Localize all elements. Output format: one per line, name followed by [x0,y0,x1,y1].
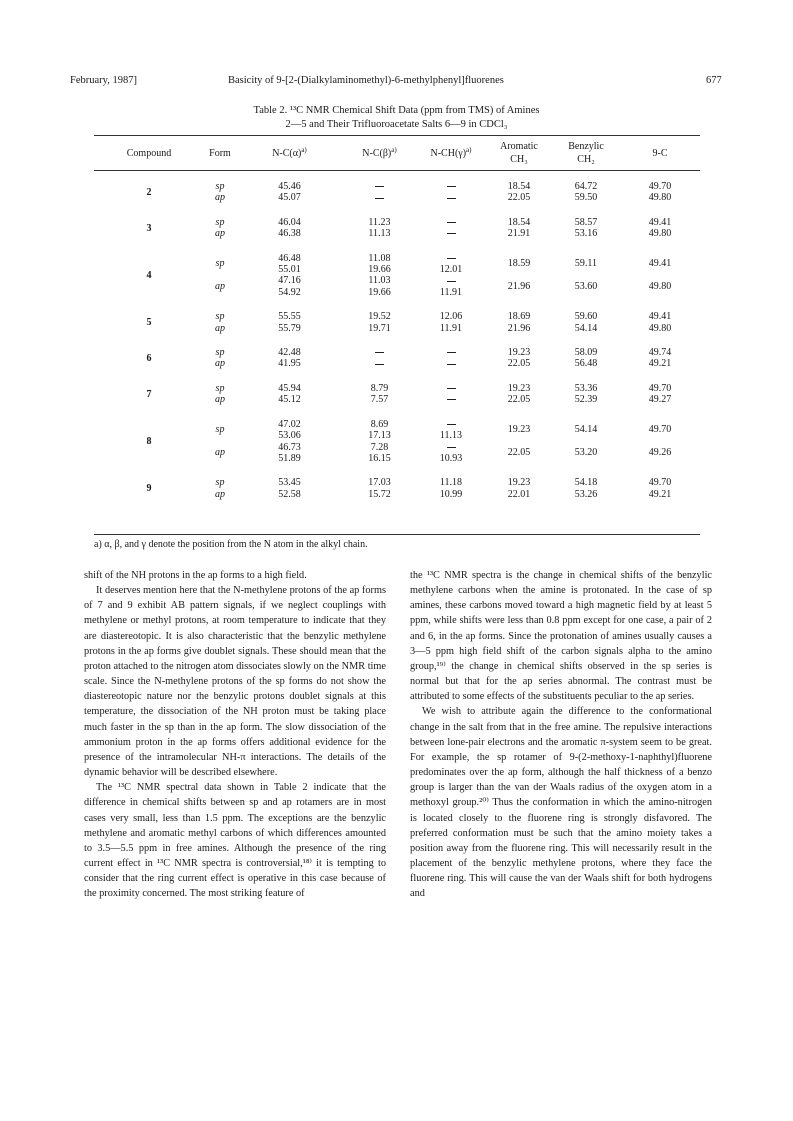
table-row: 55.01 19.66 12.01 [278,264,463,276]
table-row: 4 sp 46.48 11.08 18.59 59.11 49.41 [94,253,700,264]
table-bottom-rule [94,534,700,535]
em-dash [447,281,456,282]
table-caption-line1: Table 2. ¹³C NMR Chemical Shift Data (ppm from TMS) of Amines [253,105,540,116]
compound-number: 9 [146,483,152,495]
em-dash [447,447,456,448]
table-row: ap 45.07 22.05 59.50 49.80 [215,192,672,204]
table-row: 8 sp 47.02 8.69 19.23 54.14 49.70 [94,419,700,430]
table-row: 54.92 19.66 11.91 [278,286,463,298]
compound-number: 3 [146,222,152,234]
table-row: 3 sp 46.04 11.23 18.54 58.57 49.41 [94,217,700,228]
header-form: Form [209,147,231,159]
em-dash [375,186,384,187]
header-n-c-beta: $N-C(\beta)^{a)}$ [362,145,397,159]
table-row: ap 52.58 15.72 10.99 22.01 53.26 49.21 [215,488,672,500]
table-caption-line2: 2—5 and Their Trifluoroacetate Salts 6—9 in CDCl₃ [285,119,508,130]
em-dash [447,186,456,187]
running-header-title: Basicity of 9-[2-(Dialkylaminomethyl)-6-methylphenyl]fluorenes [228,75,504,86]
em-dash [447,258,456,259]
body-column-left [84,568,386,901]
paragraph: The ¹³C NMR spectral data shown in Table 2 indicate that the difference in chemical shifts between sp and ap rotamers are in most cases very small, less than 1.5 ppm. The exceptions are the benzylic methylene and aromatic methyl carbons of which differences amounted to 3.5—5.5 ppm in free amines. Although the presence of the ring current effect in ¹³C NMR spectra is controversial,¹⁸⁾ it is tempting to consider that the ring current effect is operative in this case because of the proximity concerned. The most striking feature of [84,782,386,900]
table-row: ap 55.79 19.71 11.91 21.96 54.14 49.80 [215,322,672,334]
em-dash [447,388,456,389]
em-dash [447,424,456,425]
header-n-c-alpha: $N-C(\alpha)^{a)}$ [272,145,307,159]
em-dash [447,352,456,353]
header-n-ch-gamma: $N-CH(\gamma)^{a)}$ [430,145,472,159]
table-row: 9 sp 53.45 17.03 11.18 19.23 54.18 49.70 [94,477,700,488]
em-dash [447,222,456,223]
table-row: 2 sp 45.46 18.54 64.72 49.70 [94,181,700,192]
compound-number: 6 [146,352,152,364]
em-dash [375,352,384,353]
table-row: ap 46.73 7.28 22.05 53.20 49.26 [215,441,672,459]
nmr-data-table [94,138,700,500]
header-9-c: 9-C [652,147,668,159]
table-row: ap 46.38 11.13 21.91 53.16 49.80 [215,228,672,240]
em-dash [375,364,384,365]
table-footnote: a) α, β, and γ denote the position from the N atom in the alkyl chain. [94,539,368,550]
table-row: 6 sp 42.48 19.23 58.09 49.74 [94,347,700,358]
compound-number: 5 [146,316,152,328]
em-dash [447,198,456,199]
header-benzylic-ch2: Benzylic CH₂ [568,141,604,165]
em-dash [447,399,456,400]
table-row: ap 45.12 7.57 22.05 52.39 49.27 [215,394,672,406]
paragraph: shift of the NH protons in the ap forms to a high field. [84,570,307,581]
paragraph: It deserves mention here that the N-methylene protons of the ap forms of 7 and 9 exhibit AB pattern signals, if we neglect couplings with methylene or methyl protons, at room temperature to indicate that they are diastereotopic. It is also characteristic that the benzylic methylene protons in the ap forms give doublet signals. These should mean that the proton attached to the nitrogen atom dissociates slowly on the NMR time scale. Since the N-methylene protons of the sp forms do not show the diastereotopic nature nor the benzylic protons doublet signals at this temperature, the dissociation of the NH proton must be taking place much faster in the sp than in the ap form. The slow dissociation of the ammonium proton in the ap forms offers additional evidence for the presence of the intramolecular NH-π interactions. The details of the dynamic behavior will be described elsewhere. [84,585,386,779]
paragraph: the ¹³C NMR spectra is the change in chemical shifts of the benzylic methylene carbons when the amine is protonated. In the case of sp amines, these carbons moved toward a high magnetic field by at least 5 ppm, while shifts were less than 0.8 ppm except for one case, a pair of 2 and 6, in the ap forms. Since the protonation of amines usually causes a 3—5 ppm high field shift of the carbon signals alpha to the amino group,¹⁹⁾ the change in chemical shifts observed in the sp series is normal but that for the ap series abnormal. The contrast must be attributed to some effects of the substituents peculiar to the ap series. [410,570,712,703]
compound-number: 8 [146,435,152,447]
table-top-rule [94,135,700,136]
compound-number: 4 [146,269,152,281]
table-row: 5 sp 55.55 19.52 12.06 18.69 59.60 49.41 [94,311,700,322]
header-compound: Compound [126,147,172,159]
table-row: 53.06 17.13 11.13 [278,430,463,442]
compound-number: 7 [146,388,152,400]
table-row: ap 47.16 11.03 21.96 53.60 49.80 [215,275,672,293]
table-header-row [94,138,700,168]
header-aromatic-ch3: Aromatic CH₃ [500,141,538,165]
compound-number: 2 [146,186,152,198]
page-number: 677 [706,75,722,86]
em-dash [447,233,456,234]
table-caption [0,104,793,132]
body-column-right [410,568,712,901]
paragraph: We wish to attribute again the difference to the conformational change in the salt from that in the free amine. The repulsive interactions between lone-pair electrons and the aromatic π-system seem to be great. For example, the sp rotamer of 9-(2-methoxy-1-naphthyl)fluorene predominates over the ap form, although the half thickness of a benzo group is larger than the van der Waals radius of the oxygen atom in a methoxyl group.²⁰⁾ Thus the conformation in which the amino-nitrogen is located closely to the fluorene ring is strongly disfavored. The preferred conformation must be such that the amino moiety takes a position away from the fluorene ring. This will necessarily result in the placement of the benzylic methylene protons, where they face the fluorene ring. This will cause the van der Waals shift for both hydrogens and [410,706,712,900]
em-dash [375,198,384,199]
table-row: ap 41.95 22.05 56.48 49.21 [215,358,672,370]
table-row: 51.89 16.15 10.93 [278,452,463,464]
running-header-date: February, 1987] [70,75,137,86]
em-dash [447,364,456,365]
table-row: 7 sp 45.94 8.79 19.23 53.36 49.70 [94,383,700,394]
